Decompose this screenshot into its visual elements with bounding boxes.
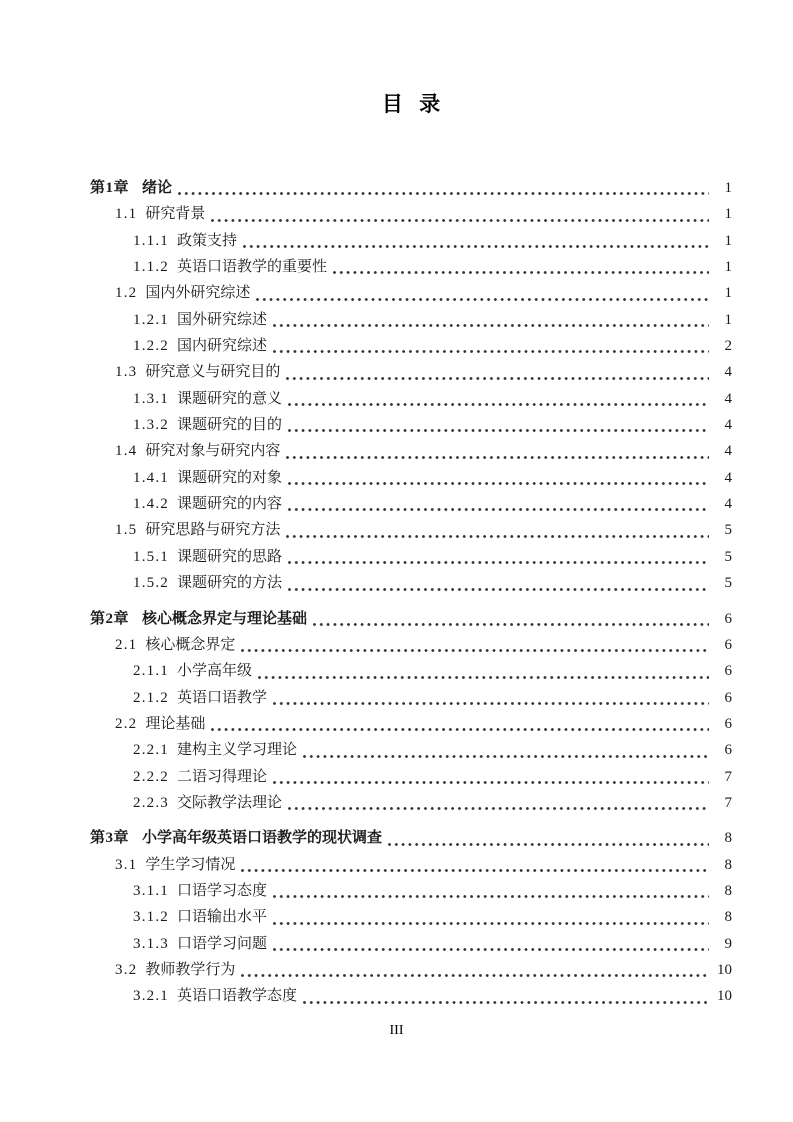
- toc-entry-title: 核心概念界定与理论基础: [142, 610, 308, 627]
- toc-entry-title: 课题研究的思路: [177, 548, 283, 565]
- toc-entry-title: 国内外研究综述: [145, 285, 251, 302]
- toc-entry-title: 小学高年级英语口语教学的现状调查: [142, 830, 383, 847]
- toc-entry[interactable]: [90, 517, 732, 543]
- toc-entry[interactable]: [90, 228, 732, 254]
- dot-leader: [282, 570, 712, 596]
- toc-entry-page: 6: [724, 610, 732, 627]
- toc-entry[interactable]: [90, 904, 732, 930]
- toc-entry-number: 1.4: [115, 443, 138, 460]
- toc-entry-page: 6: [724, 715, 732, 732]
- toc-entry-number: 3.1.1: [133, 882, 169, 899]
- toc-entry-number: 1.1.1: [133, 232, 169, 249]
- toc-entry-number: 第3章: [90, 830, 130, 847]
- toc-entry-page: 8: [724, 830, 732, 847]
- toc-entry-title: 交际教学法理论: [177, 794, 283, 811]
- dot-leader: [282, 790, 712, 816]
- toc-entry-title: 英语口语教学的重要性: [177, 259, 328, 276]
- dot-leader: [252, 658, 712, 684]
- toc-entry-title: 小学高年级: [177, 663, 253, 680]
- dot-leader: [297, 737, 712, 763]
- toc-entry-page: 9: [724, 935, 732, 952]
- dot-leader: [267, 904, 712, 930]
- toc-entry-page: 1: [724, 206, 732, 223]
- toc-entry-title: 国内研究综述: [177, 338, 268, 355]
- toc-entry-number: 1.2.2: [133, 338, 169, 355]
- toc-entry-page: 8: [724, 882, 732, 899]
- dot-leader: [205, 711, 712, 737]
- toc-entry-number: 3.1: [115, 856, 138, 873]
- dot-leader: [297, 983, 712, 1009]
- toc-entry[interactable]: [90, 465, 732, 491]
- toc-entry-page: 6: [724, 742, 732, 759]
- toc-entry[interactable]: [90, 333, 732, 359]
- toc-entry-number: 1.5.1: [133, 548, 169, 565]
- toc-entry[interactable]: [90, 852, 732, 878]
- dot-leader: [280, 438, 712, 464]
- toc-entry[interactable]: [90, 438, 732, 464]
- dot-leader: [172, 175, 712, 201]
- toc-entry-title: 研究思路与研究方法: [145, 522, 281, 539]
- dot-leader: [235, 632, 712, 658]
- toc-entry[interactable]: [90, 307, 732, 333]
- dot-leader: [267, 307, 712, 333]
- toc-entry[interactable]: [90, 878, 732, 904]
- toc-entry-number: 1.5.2: [133, 575, 169, 592]
- dot-leader: [237, 228, 712, 254]
- toc-entry-title: 教师教学行为: [145, 961, 236, 978]
- toc-entry[interactable]: [90, 790, 732, 816]
- toc-entry-number: 3.2.1: [133, 988, 169, 1005]
- toc-entry-page: 4: [724, 417, 732, 434]
- toc-entry[interactable]: [90, 175, 732, 201]
- toc-entry[interactable]: [90, 737, 732, 763]
- toc-entry[interactable]: [90, 544, 732, 570]
- toc-entry-number: 1.5: [115, 522, 138, 539]
- footer-page-number: III: [389, 1023, 404, 1038]
- page-title: 目 录: [381, 92, 441, 116]
- toc-entry[interactable]: [90, 825, 732, 851]
- toc-entry-number: 1.4.1: [133, 469, 169, 486]
- toc-entry-page: 5: [724, 548, 732, 565]
- toc-entry-page: 7: [724, 794, 732, 811]
- toc-entry-page: 7: [724, 768, 732, 785]
- toc-entry-number: 3.1.3: [133, 935, 169, 952]
- toc-entry[interactable]: [90, 957, 732, 983]
- toc-entry[interactable]: [90, 685, 732, 711]
- toc-entry[interactable]: [90, 491, 732, 517]
- dot-leader: [307, 606, 712, 632]
- toc-entry-title: 核心概念界定: [145, 636, 236, 653]
- toc-entry-page: 6: [724, 663, 732, 680]
- toc-entry[interactable]: [90, 764, 732, 790]
- dot-leader: [282, 491, 712, 517]
- toc-entry-number: 1.2: [115, 285, 138, 302]
- toc-entry-page: 10: [717, 988, 732, 1005]
- dot-leader: [250, 280, 712, 306]
- page-footer: [0, 1022, 793, 1040]
- toc-entry-number: 2.2.3: [133, 794, 169, 811]
- toc-entry[interactable]: [90, 570, 732, 596]
- toc-entry-page: 1: [724, 232, 732, 249]
- toc-entry-title: 课题研究的对象: [177, 469, 283, 486]
- toc-entry-title: 研究背景: [145, 206, 206, 223]
- dot-leader: [282, 544, 712, 570]
- toc-entry-title: 研究意义与研究目的: [145, 364, 281, 381]
- dot-leader: [382, 825, 712, 851]
- toc-entry[interactable]: [90, 632, 732, 658]
- toc-entry[interactable]: [90, 201, 732, 227]
- toc-entry-title: 课题研究的内容: [177, 496, 283, 513]
- toc-entry-number: 3.2: [115, 961, 138, 978]
- toc-entry-title: 英语口语教学: [177, 689, 268, 706]
- dot-leader: [280, 517, 712, 543]
- toc-entry-title: 理论基础: [145, 715, 206, 732]
- dot-leader: [327, 254, 712, 280]
- toc-entry[interactable]: [90, 412, 732, 438]
- toc-entry-page: 10: [717, 961, 732, 978]
- toc-entry-title: 国外研究综述: [177, 311, 268, 328]
- toc-entry-title: 口语输出水平: [177, 909, 268, 926]
- dot-leader: [282, 465, 712, 491]
- toc-entry-title: 绪论: [142, 180, 173, 196]
- toc-entry-title: 英语口语教学态度: [177, 988, 298, 1005]
- toc-entry-page: 5: [724, 575, 732, 592]
- toc-entry-number: 2.1.1: [133, 663, 169, 680]
- toc-entry[interactable]: [90, 658, 732, 684]
- dot-leader: [282, 412, 712, 438]
- toc-entry-title: 政策支持: [177, 232, 238, 249]
- toc-entry-number: 1.3.1: [133, 390, 169, 407]
- toc-entry-title: 课题研究的目的: [177, 417, 283, 434]
- dot-leader: [235, 852, 712, 878]
- dot-leader: [282, 386, 712, 412]
- toc-entry-number: 2.2: [115, 715, 138, 732]
- toc-entry-title: 二语习得理论: [177, 768, 268, 785]
- toc-entry-page: 6: [724, 636, 732, 653]
- toc-entry-title: 课题研究的意义: [177, 390, 283, 407]
- toc-entry-title: 口语学习态度: [177, 882, 268, 899]
- dot-leader: [267, 685, 712, 711]
- toc-entry-number: 2.2.2: [133, 768, 169, 785]
- toc-entry[interactable]: [90, 359, 732, 385]
- toc-entry-page: 6: [724, 689, 732, 706]
- toc-entry-title: 建构主义学习理论: [177, 742, 298, 759]
- toc-entry-page: 1: [724, 285, 732, 302]
- toc-entry-number: 第2章: [90, 610, 130, 627]
- toc-entry-page: 4: [724, 469, 732, 486]
- dot-leader: [267, 878, 712, 904]
- toc-entry[interactable]: [90, 711, 732, 737]
- toc-entry-number: 3.1.2: [133, 909, 169, 926]
- toc-entry-number: 1.1: [115, 206, 138, 223]
- dot-leader: [267, 931, 712, 957]
- toc-entry[interactable]: [90, 386, 732, 412]
- toc-entry-page: 8: [724, 909, 732, 926]
- toc-entry-page: 4: [724, 496, 732, 513]
- dot-leader: [267, 764, 712, 790]
- toc-entry-number: 第1章: [90, 180, 130, 196]
- toc-entry[interactable]: [90, 606, 732, 632]
- toc-entry-number: 1.1.2: [133, 259, 169, 276]
- toc-entry-title: 学生学习情况: [145, 856, 236, 873]
- dot-leader: [280, 359, 712, 385]
- toc-entry-page: 1: [724, 259, 732, 276]
- toc-entry[interactable]: [90, 254, 732, 280]
- toc-entry[interactable]: [90, 280, 732, 306]
- toc-entry-title: 课题研究的方法: [177, 575, 283, 592]
- toc-list: [90, 175, 732, 1010]
- toc-entry-title: 研究对象与研究内容: [145, 443, 281, 460]
- toc-entry-number: 1.3.2: [133, 417, 169, 434]
- toc-entry-page: 5: [724, 522, 732, 539]
- toc-entry-number: 2.2.1: [133, 742, 169, 759]
- toc-entry-page: 2: [724, 338, 732, 355]
- toc-entry-number: 1.4.2: [133, 496, 169, 513]
- toc-entry-page: 4: [724, 364, 732, 381]
- dot-leader: [205, 201, 712, 227]
- toc-entry-number: 1.3: [115, 364, 138, 381]
- toc-entry-page: 1: [724, 311, 732, 328]
- toc-entry-page: 4: [724, 443, 732, 460]
- toc-entry-number: 2.1.2: [133, 689, 169, 706]
- toc-entry-page: 4: [724, 390, 732, 407]
- toc-entry-title: 口语学习问题: [177, 935, 268, 952]
- dot-leader: [267, 333, 712, 359]
- toc-entry-page: 1: [724, 180, 732, 196]
- toc-entry[interactable]: [90, 931, 732, 957]
- toc-entry-page: 8: [724, 856, 732, 873]
- toc-entry-number: 2.1: [115, 636, 138, 653]
- dot-leader: [235, 957, 712, 983]
- toc-entry[interactable]: [90, 983, 732, 1009]
- toc-entry-number: 1.2.1: [133, 311, 169, 328]
